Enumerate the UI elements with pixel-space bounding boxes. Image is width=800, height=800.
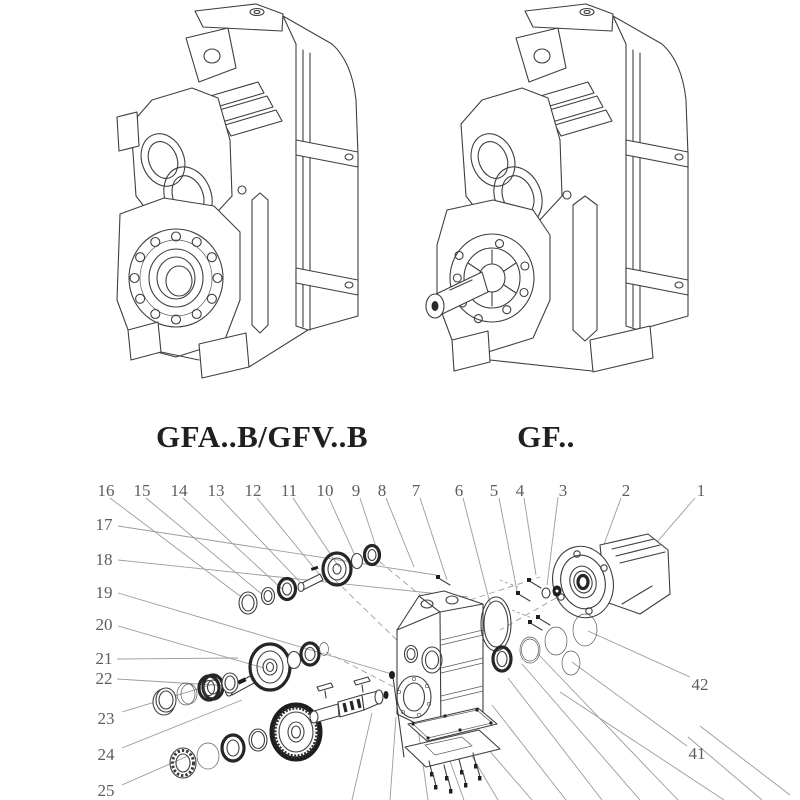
callout-18: 18 [95,550,113,569]
motor [545,534,670,624]
callout-21: 21 [95,649,113,668]
output-gear-assembly [170,705,320,778]
output-shaft-assembly [310,677,389,723]
callout-41: 41 [688,744,706,763]
callout-5: 5 [489,481,499,500]
callout-3: 3 [558,481,568,500]
callout-2: 2 [621,481,631,500]
exploded-view [96,481,791,800]
callout-17: 17 [95,515,113,534]
callout-42: 42 [691,675,709,694]
caption-right-model: GF.. [517,419,575,454]
gear-unit-right-drawing [426,4,688,372]
seal-and-retaining-rings [493,614,597,675]
caption-left-model: GFA..B/GFV..B [155,419,369,454]
callout-20: 20 [95,615,113,634]
callout-6: 6 [454,481,464,500]
callout-19: 19 [95,583,113,602]
callout-14: 14 [170,481,188,500]
flange-gasket-ring [481,597,511,651]
callout-24: 24 [97,745,115,764]
callout-23: 23 [97,709,115,728]
callout-4: 4 [515,481,525,500]
callout-12: 12 [244,481,262,500]
callout-15: 15 [133,481,151,500]
callout-11: 11 [280,481,298,500]
callout-22: 22 [95,669,113,688]
callout-25: 25 [97,781,115,800]
gear-unit-left-drawing [117,4,358,378]
callout-9: 9 [351,481,361,500]
callout-1: 1 [696,481,706,500]
callout-13: 13 [207,481,225,500]
callout-7: 7 [411,481,421,500]
callout-10: 10 [316,481,334,500]
callout-8: 8 [377,481,387,500]
callout-16: 16 [97,481,115,500]
